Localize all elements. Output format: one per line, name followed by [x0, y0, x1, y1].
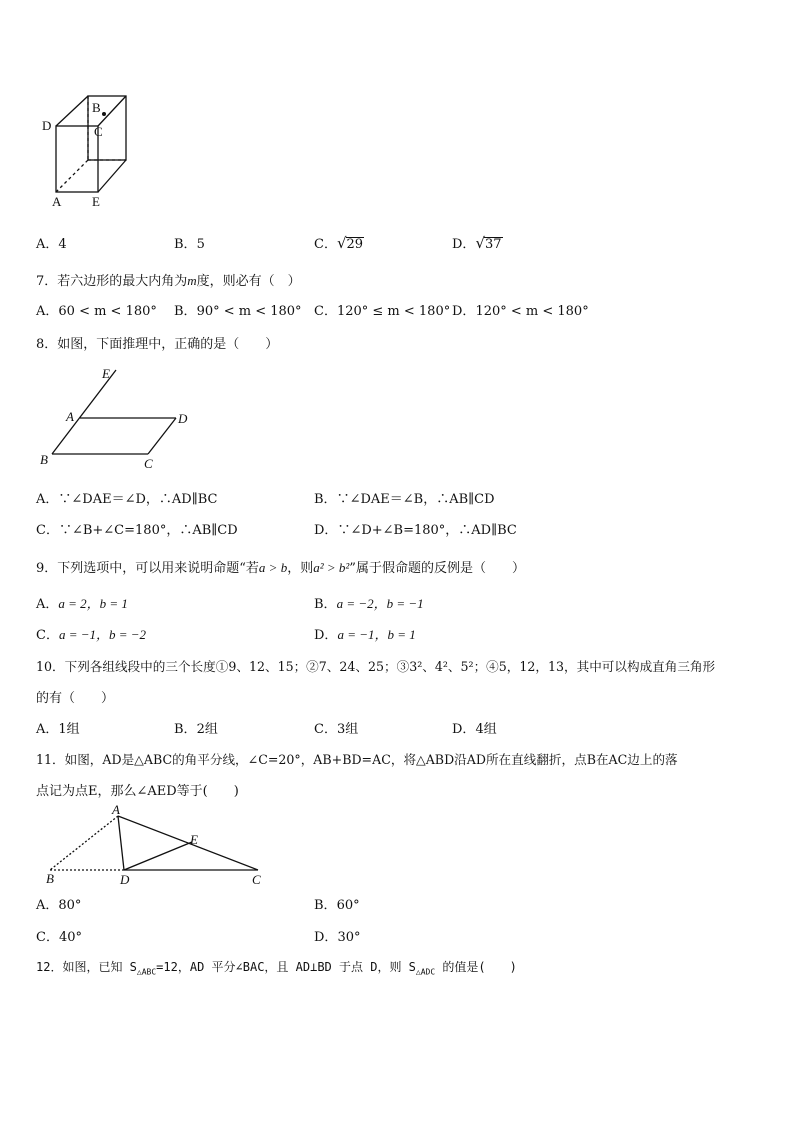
q7-option-d[interactable]: D．120° < m < 180° — [452, 304, 589, 319]
q8-option-a[interactable]: A．∵∠DAE＝∠D，∴AD∥BC — [36, 492, 218, 507]
segment-DE — [124, 842, 192, 870]
label-A: A — [66, 409, 74, 424]
point-marker — [102, 112, 106, 116]
q9-option-c[interactable]: C．a = −1，b = −2 — [36, 627, 147, 643]
q6-option-c[interactable]: C．√29 — [314, 234, 364, 252]
label-C: C — [144, 456, 153, 471]
q6-box-figure — [36, 90, 136, 210]
q10-option-c[interactable]: C．3组 — [314, 722, 359, 737]
q11-triangle-figure — [40, 800, 270, 888]
q11-stem-line1: 11．如图，AD是△ABC的角平分线，∠C=20°，AB+BD=AC，将△ABD沿AD所在直线翻折，点B在AC边上的落 — [36, 752, 678, 767]
label-E: E — [102, 366, 110, 381]
q9-stem: 9．下列选项中，可以用来说明命题“若a > b，则a² > b²”属于假命题的反例是（ ） — [36, 560, 525, 576]
q11-option-b[interactable]: B．60° — [314, 898, 360, 913]
label-D: D — [42, 118, 52, 133]
q10-option-d[interactable]: D．4组 — [452, 722, 497, 737]
q9-option-d[interactable]: D．a = −1，b = 1 — [314, 627, 416, 643]
box-edge — [98, 160, 126, 192]
label-A: A — [112, 802, 120, 817]
box-edge — [56, 96, 88, 126]
label-D: D — [178, 411, 188, 426]
q11-option-a[interactable]: A．80° — [36, 898, 82, 913]
box-hidden-edge — [56, 160, 88, 192]
q7-option-c[interactable]: C．120° ≤ m < 180° — [314, 304, 451, 319]
segment-DC — [148, 418, 176, 454]
q11-option-c[interactable]: C．40° — [36, 930, 82, 945]
sqrt-sign: √ — [336, 234, 347, 252]
q9-option-b[interactable]: B．a = −2，b = −1 — [314, 596, 424, 612]
box-front-face — [56, 126, 98, 192]
label-B: B — [40, 452, 48, 467]
label-B: B — [46, 871, 54, 886]
q12-stem: 12．如图，已知 $S_{\triangle ABC}=12$，AD 平分∠BAC，且 AD⊥BD 于点 D，则 $S_{\triangle ADC}$ 的值是( ) — [36, 960, 517, 977]
q8-option-c[interactable]: C．∵∠B+∠C=180°，∴AB∥CD — [36, 523, 238, 538]
q7-stem: 7．若六边形的最大内角为m度，则必有（ ） — [36, 273, 301, 289]
q8-option-b[interactable]: B．∵∠DAE＝∠B，∴AB∥CD — [314, 492, 495, 507]
sqrt-sign: √ — [475, 234, 485, 252]
q9-option-a[interactable]: A．a = 2，b = 1 — [36, 596, 128, 612]
q11-option-d[interactable]: D．30° — [314, 930, 361, 945]
label-C: C — [94, 124, 103, 139]
q6-option-d[interactable]: D．√37 — [452, 234, 502, 252]
q11-stem-line2: 点记为点E，那么∠AED等于( ) — [36, 784, 239, 799]
segment-AD — [118, 816, 124, 870]
q6-option-b[interactable]: B．5 — [174, 237, 205, 252]
q7-option-b[interactable]: B．90° < m < 180° — [174, 304, 302, 319]
q10-stem-line2: 的有（ ） — [36, 691, 115, 706]
q10-stem-line1: 10．下列各组线段中的三个长度①9、12、15；②7、24、25；③3²、4²、5²；④5，12，13，其中可以构成直角三角形 — [36, 659, 716, 674]
box-edge — [98, 96, 126, 126]
q8-parallelogram-figure — [36, 362, 206, 474]
line-BE — [52, 370, 116, 454]
q6-option-a[interactable]: A．4 — [36, 237, 67, 252]
q10-option-b[interactable]: B．2组 — [174, 722, 218, 737]
q8-stem: 8．如图，下面推理中，正确的是（ ） — [36, 337, 279, 352]
q7-option-a[interactable]: A．60 < m < 180° — [36, 304, 157, 319]
label-E: E — [92, 194, 100, 209]
label-B: B — [92, 100, 101, 115]
label-D: D — [120, 872, 130, 887]
label-E: E — [190, 832, 198, 847]
label-C: C — [252, 872, 261, 887]
q10-option-a[interactable]: A．1组 — [36, 722, 80, 737]
q8-option-d[interactable]: D．∵∠D+∠B=180°，∴AD∥BC — [314, 523, 517, 538]
segment-AB-dashed — [50, 816, 118, 870]
label-A: A — [52, 194, 62, 209]
